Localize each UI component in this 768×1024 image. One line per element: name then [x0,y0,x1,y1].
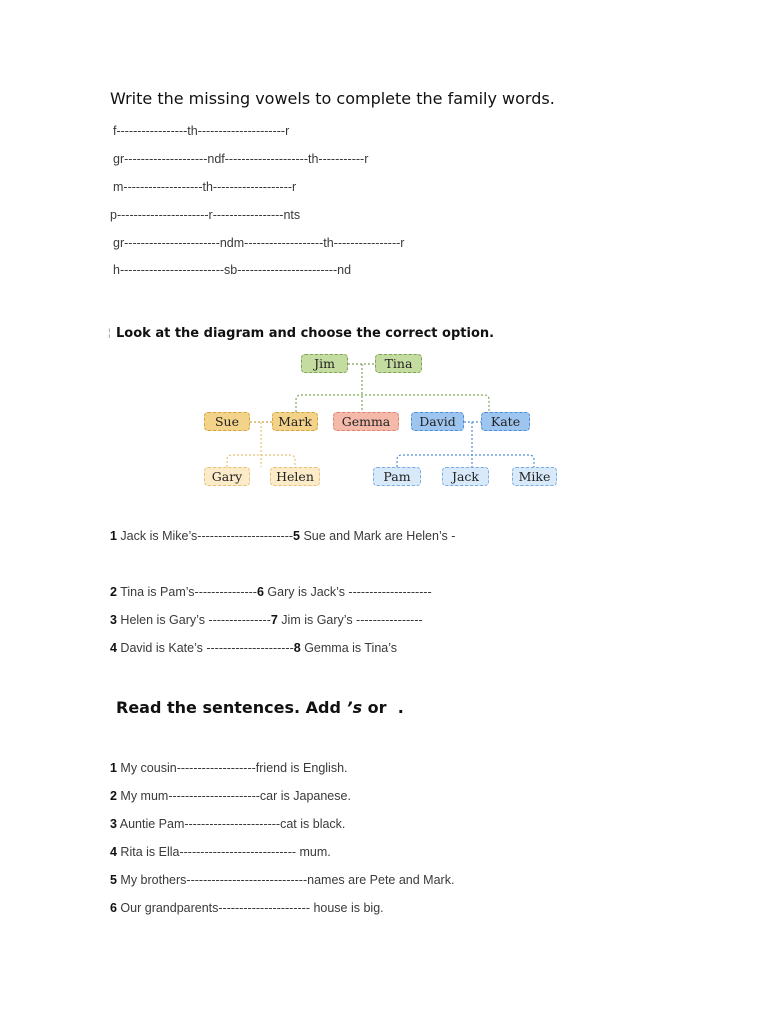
word-line-father: f-----------------th---------------------r [113,124,290,138]
sentence-text: Rita is Ella---------------------------- mum. [116,845,331,859]
sentence-item-6 [110,901,384,915]
question-text: Gemma is Tina’s [300,641,398,655]
node-jack: Jack [442,467,489,486]
sentence-text: My brothers-----------------------------names are Pete and Mark. [116,873,455,887]
sentence-text: Auntie Pam-----------------------cat is black. [116,817,346,831]
section3-title [116,698,404,717]
question-text: Tina is Pam’s--------------- [116,585,257,599]
node-gary: Gary [204,467,250,486]
word-line-mother: m-------------------th-------------------r [113,180,297,194]
section3-title-end: or . [362,698,404,717]
sentence-number: 1 [110,761,117,775]
sentence-number: 4 [110,845,117,859]
question-row-1 [110,529,455,543]
node-david: David [411,412,464,431]
question-number: 4 [110,641,117,655]
section1-title: Write the missing vowels to complete the family words. [110,89,555,108]
node-sue: Sue [204,412,250,431]
sentence-text: My mum----------------------car is Japanese. [116,789,351,803]
question-text: Jack is Mike’s----------------------- [116,529,294,543]
sentence-item-2 [110,789,351,803]
sentence-number: 3 [110,817,117,831]
word-line-parents: p----------------------r-----------------nts [110,208,301,222]
word-line-husband: h-------------------------sb------------------------nd [113,263,352,277]
sentence-text: My cousin-------------------friend is English. [116,761,348,775]
node-helen: Helen [270,467,320,486]
question-number: 1 [110,529,117,543]
question-number: 7 [270,613,278,627]
section3-title-option: ’s [346,698,363,717]
sentence-number: 5 [110,873,117,887]
word-line-grandmother: gr-----------------------ndm-------------------th----------------r [113,236,405,250]
node-tina: Tina [375,354,422,373]
question-text: Helen is Gary’s --------------- [116,613,271,627]
question-row-4 [110,641,397,655]
question-text: Jim is Gary’s ---------------- [277,613,423,627]
node-gemma: Gemma [333,412,399,431]
sentence-number: 2 [110,789,117,803]
section2-title: Look at the diagram and choose the correct option. [116,326,495,341]
node-pam: Pam [373,467,421,486]
question-number: 5 [293,529,300,543]
question-text: Gary is Jack’s -------------------- [263,585,432,599]
sentence-text: Our grandparents---------------------- house is big. [116,901,384,915]
question-text: Sue and Mark are Helen’s - [300,529,456,543]
node-mark: Mark [272,412,318,431]
question-text: David is Kate’s --------------------- [116,641,294,655]
question-number: 6 [256,585,264,599]
question-number: 3 [110,613,117,627]
sentence-number: 6 [110,901,117,915]
section3-title-start: Read the sentences. Add [116,698,347,717]
word-line-grandfather: gr--------------------ndf--------------------th-----------r [113,152,369,166]
question-row-3 [110,613,423,627]
question-number: 2 [110,585,117,599]
question-row-2 [110,585,432,599]
node-jim: Jim [301,354,348,373]
sentence-item-5 [110,873,454,887]
node-mike: Mike [512,467,557,486]
sentence-item-3 [110,817,345,831]
question-number: 8 [293,641,301,655]
sentence-item-4 [110,845,331,859]
section2-marker: ¦ [108,328,111,339]
node-kate: Kate [481,412,530,431]
sentence-item-1 [110,761,348,775]
